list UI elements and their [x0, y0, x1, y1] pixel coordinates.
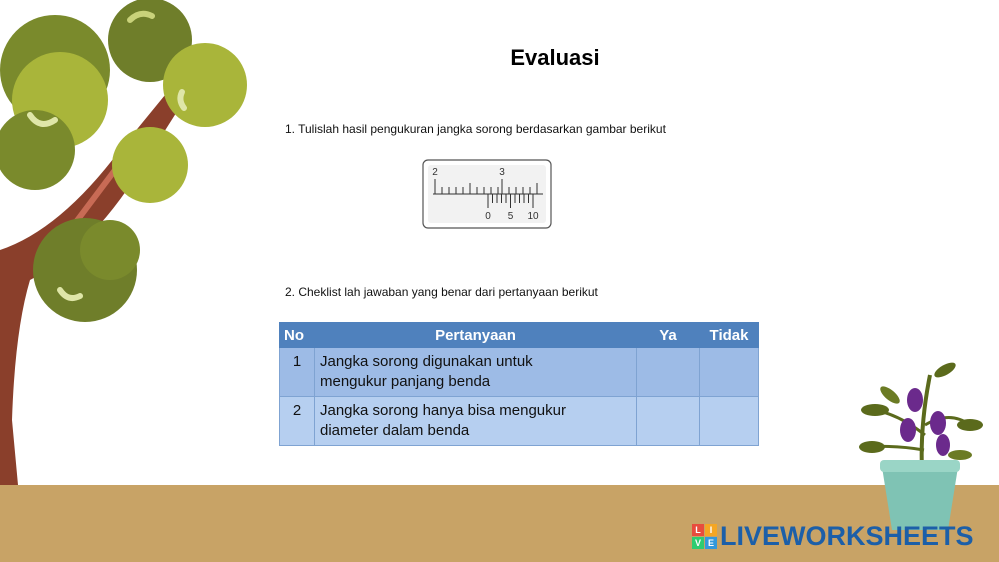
table-row [280, 348, 759, 397]
row-number: 2 [280, 397, 315, 446]
header-ya: Ya [637, 323, 700, 348]
question-line: diameter dalam benda [320, 422, 470, 439]
header-no: No [280, 323, 315, 348]
question-line: Jangka sorong digunakan untuk [320, 353, 533, 370]
vernier-label-10: 10 [527, 211, 539, 222]
main-scale-label-3: 3 [499, 167, 505, 178]
table-header-row [280, 323, 759, 348]
checklist-table [279, 322, 759, 446]
vernier-caliper-image [421, 158, 553, 232]
ya-checkbox-cell[interactable] [637, 348, 700, 397]
logo-mark-icon [692, 524, 717, 549]
vernier-label-5: 5 [507, 211, 514, 222]
question-line: Jangka sorong hanya bisa mengukur [320, 402, 566, 419]
page-title: Evaluasi [510, 45, 600, 70]
logo-letter-i: I [705, 524, 717, 536]
tidak-checkbox-cell[interactable] [700, 348, 759, 397]
question-2-text: 2. Cheklist lah jawaban yang benar dari pertanyaan berikut [285, 285, 598, 299]
logo-letter-e: E [705, 537, 717, 549]
header-tidak: Tidak [700, 323, 759, 348]
liveworksheets-logo [692, 521, 974, 551]
question-line: mengukur panjang benda [320, 373, 491, 390]
question-cell [315, 348, 637, 397]
logo-text: LIVEWORKSHEETS [720, 520, 974, 551]
table-row [280, 397, 759, 446]
question-1-text: 1. Tulislah hasil pengukuran jangka sorong berdasarkan gambar berikut [285, 122, 666, 136]
tidak-checkbox-cell[interactable] [700, 397, 759, 446]
logo-letter-v: V [692, 537, 704, 549]
vernier-label-0: 0 [485, 211, 491, 222]
question-cell [315, 397, 637, 446]
eggplant-pot-illustration [850, 355, 990, 535]
tree-illustration [0, 0, 260, 490]
main-scale-label-2: 2 [432, 167, 438, 178]
logo-letter-l: L [692, 524, 704, 536]
ya-checkbox-cell[interactable] [637, 397, 700, 446]
header-pertanyaan: Pertanyaan [315, 323, 637, 348]
row-number: 1 [280, 348, 315, 397]
